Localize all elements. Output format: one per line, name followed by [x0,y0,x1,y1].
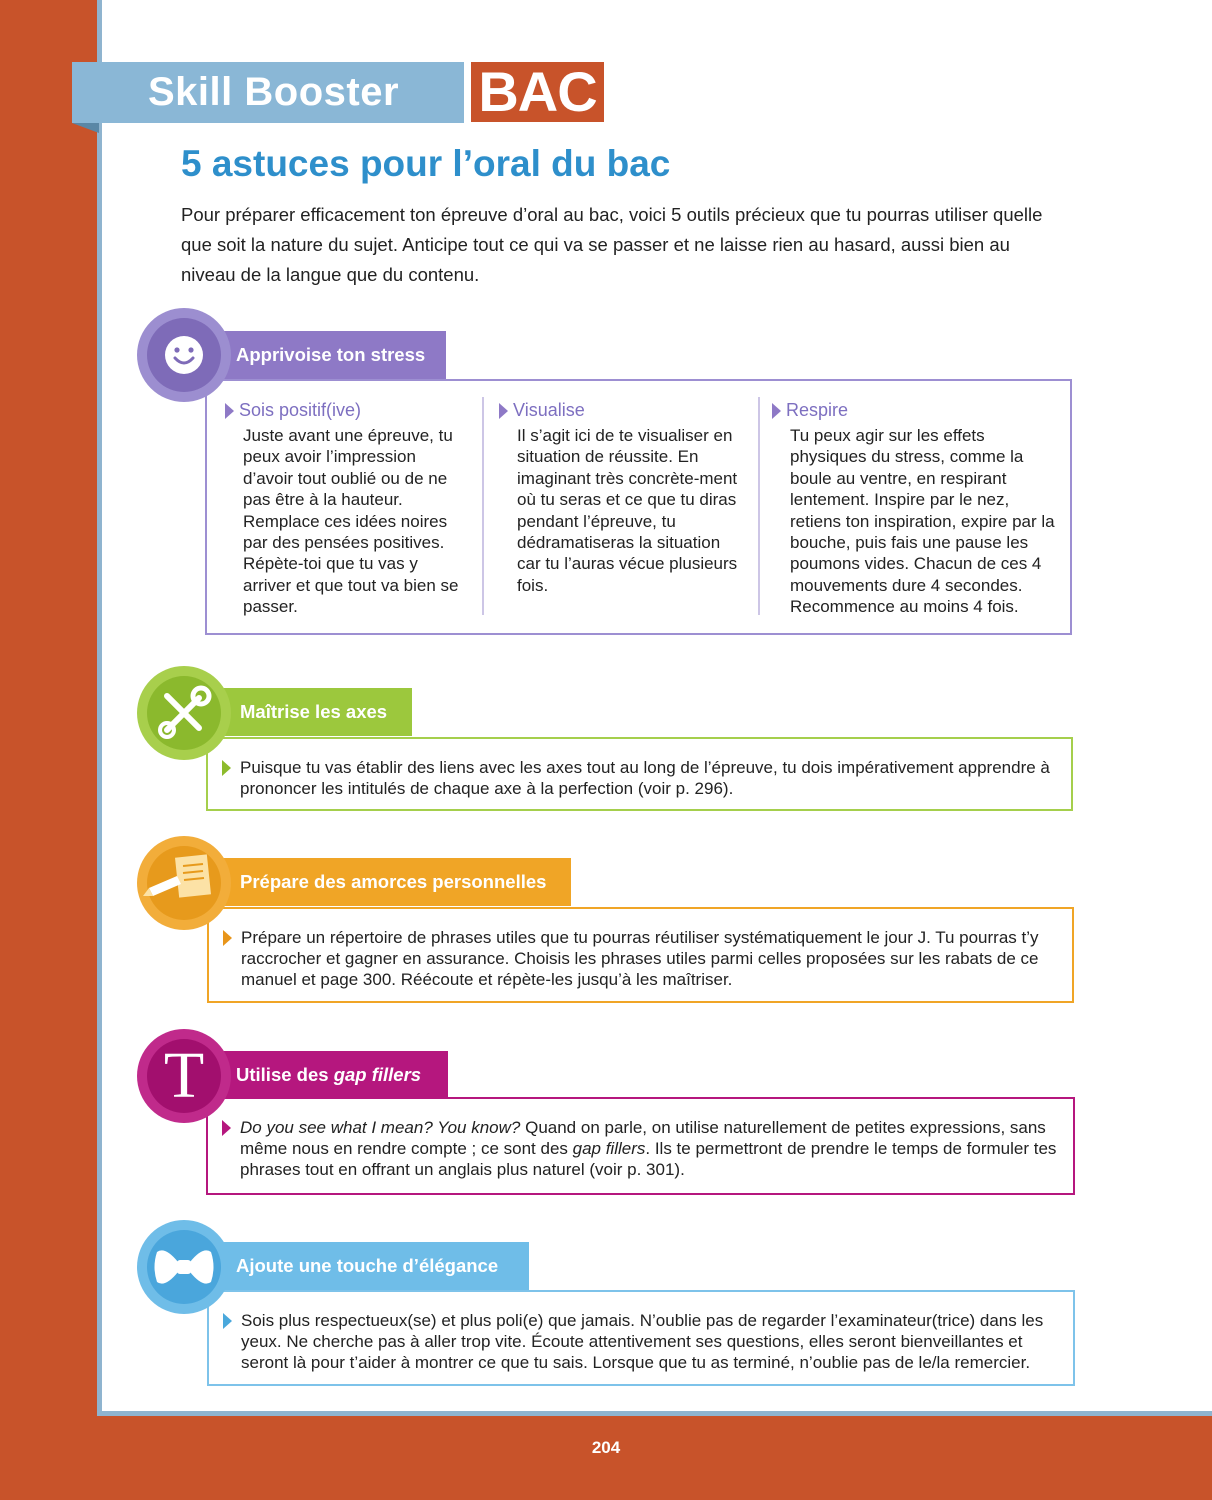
section-text: Prépare un répertoire de phrases utiles que tu pourras réutiliser systématiquement le jour J. Tu pourras t’y raccrocher et gagner en assurance. Choisis les phrases utiles parmi celles proposées sur les rabats de ce manuel et page 300. Réécoute et répète-les jusqu’à les maîtriser. [241,928,1039,989]
column-heading: Sois positif(ive) [239,400,362,420]
bow-tie-icon [137,1220,231,1314]
column-heading: Respire [786,400,849,420]
arrow-icon [225,403,234,419]
notepad-pencil-icon [137,836,231,930]
column-heading: Visualise [513,400,585,420]
section-tab-axes: Maîtrise les axes [222,688,412,736]
bac-badge: BAC [471,62,604,122]
arrow-icon [223,930,232,946]
banner-fold [72,123,99,133]
column-divider [482,397,484,615]
column-divider [758,397,760,615]
section-tab-amorces: Prépare des amorces personnelles [222,858,571,906]
column-text: Tu peux agir sur les effets physiques du stress, comme la boule au ventre, en respirant lentement. Inspire par le nez, retiens ton inspiration, expire par la bouche, puis fais une pause les poumons vides. Chacun de ces 4 mouvements dure 4 secondes. Recommence au moins 4 fois. [790,426,1055,617]
smiley-icon [137,308,231,402]
arrow-icon [772,403,781,419]
arrow-icon [222,760,231,776]
gap-fillers-box [206,1097,1075,1195]
arrow-icon [223,1313,232,1329]
column-respire [772,399,1057,618]
section-tab-stress: Apprivoise ton stress [218,331,446,379]
column-text: Juste avant une épreuve, tu peux avoir l’impression d’avoir tout oublié ou de ne pas être à la hauteur. Remplace ces idées noires par des pensées positives. Répète-toi que tu vas y arriver et que tout va bien se passer. [243,426,459,617]
column-visualise [499,399,739,596]
tools-icon [137,666,231,760]
section-text: Puisque tu vas établir des liens avec les axes tout au long de l’épreuve, tu dois impérativement apprendre à prononcer les intitulés de chaque axe à la perfection (voir p. 296). [240,758,1050,798]
amorces-box [207,907,1074,1003]
arrow-icon [499,403,508,419]
intro-paragraph: Pour préparer efficacement ton épreuve d’oral au bac, voici 5 outils précieux que tu pourras utiliser quelle que soit la nature du sujet. Anticipe tout ce qui va se passer et ne laisse rien au hasard, aussi bien au niveau de la langue que du contenu. [181,204,1043,285]
column-positif [225,399,465,618]
icon-letter: T [163,1039,205,1112]
section-tab-elegance: Ajoute une touche d’élégance [218,1242,529,1290]
stress-box [205,379,1072,635]
letter-t-icon [137,1029,231,1123]
banner-label: Skill Booster [148,70,400,114]
section-tab-gap-fillers: Utilise des gap fillers [218,1051,448,1099]
page-number: 204 [591,1438,621,1457]
section-text: Sois plus respectueux(se) et plus poli(e) que jamais. N’oublie pas de regarder l’examinateur(trice) dans les yeux. Ne cherche pas à aller trop vite. Écoute attentivement ses questions, elles seront bienveillantes et seront là pour t’aider à montrer ce que tu sais. Lorsque que tu as terminé, n’oublie pas de le/la remercier. [241,1311,1044,1372]
column-text: Il s’agit ici de te visualiser en situation de réussite. En imaginant très concrète-ment où tu seras et ce que tu diras pendant l’épreuve, tu dédramatiseras la situation car tu l’auras vécue plusieurs fois. [517,426,738,595]
elegance-box [207,1290,1075,1386]
page-title: 5 astuces pour l’oral du bac [181,143,671,184]
section-text: Do you see what I mean? You know? Quand on parle, on utilise naturellement de petites expressions, sans même nous en rendre compte ; ce sont des gap fillers. Ils te permettront de prendre le temps de formuler tes phrases tout en offrant un anglais plus naturel (voir p. 301). [240,1118,1057,1179]
axes-box [206,737,1073,811]
